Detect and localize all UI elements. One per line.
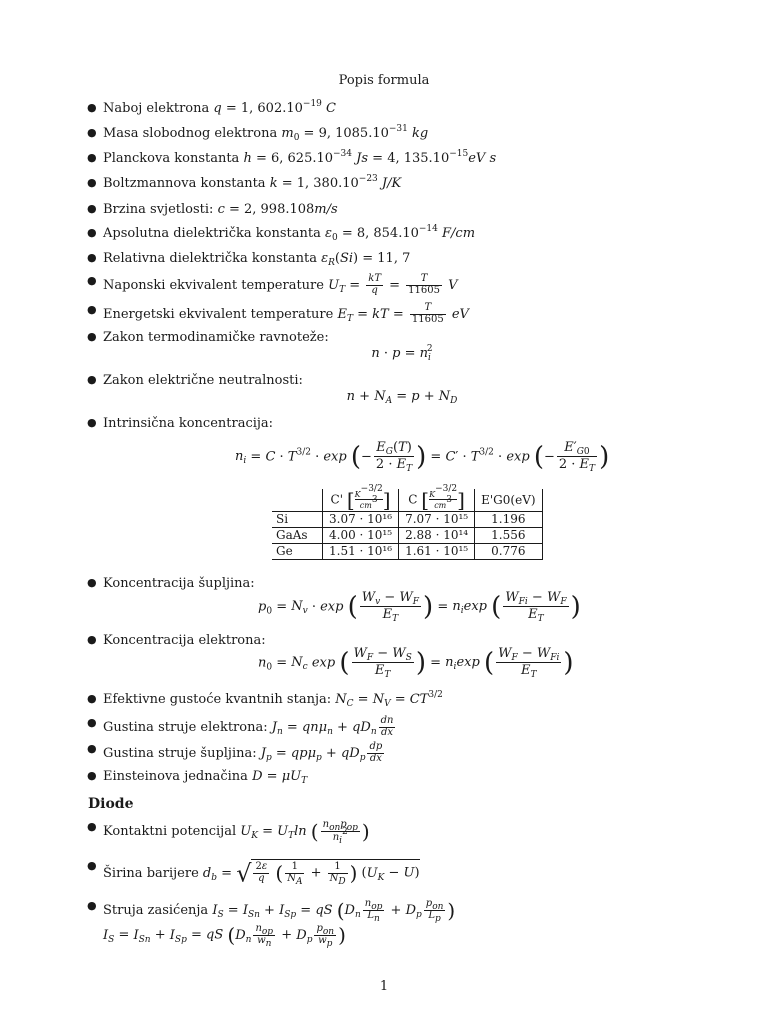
item-label: Planckova konstanta xyxy=(103,151,240,166)
list-item xyxy=(88,742,386,764)
list-item xyxy=(88,330,329,345)
list-item xyxy=(87,898,456,924)
display-equation: $n + N_A = p + N_D$ xyxy=(346,389,458,406)
bullet-icon: ● xyxy=(87,416,97,429)
table-header: C [ $\frac{K^{-3/2}}{cm^3}$ ] xyxy=(399,489,475,511)
bullet-icon: ● xyxy=(87,303,97,316)
item-label: Relativna dielektrička konstanta xyxy=(103,251,317,266)
bullet-icon: ● xyxy=(87,820,97,833)
item-label: Boltzmannova konstanta xyxy=(103,176,266,191)
list-item xyxy=(88,176,401,191)
bullet-icon: ● xyxy=(87,769,97,782)
bullet-icon: ● xyxy=(87,126,97,139)
item-label: Masa slobodnog elektrona xyxy=(103,126,278,141)
item-label: Koncentracija elektrona: xyxy=(103,633,266,648)
table-row: Ge 1.51 · 10¹⁶ 1.61 · 10¹⁵ 0.776 xyxy=(272,543,542,559)
formula: $U_K = U_T\ln$ ( $\frac{n_{on}p_{op}}{n_i^2}$ ) xyxy=(240,819,370,846)
formula: $J_p = qp\mu_p + qD_p$ $\frac{dp}{dx}$ xyxy=(260,741,383,764)
bullet-icon: ● xyxy=(87,330,97,343)
list-item xyxy=(88,373,303,388)
formula: k = 1, $380.10^{-23}$ J/K xyxy=(269,174,402,191)
bullet-icon: ● xyxy=(87,899,97,912)
formula: $\varepsilon_0 = 8$, $854.10^{-14}$ F/cm xyxy=(324,224,476,243)
list-item xyxy=(88,226,475,241)
formula: $E_T$ = kT = $\frac{T}{11605}$ eV xyxy=(337,302,469,325)
item-label: Gustina struje šupljina: xyxy=(103,745,257,761)
list-item xyxy=(88,633,266,648)
item-label: Zakon termodinamičke ravnoteže: xyxy=(103,330,329,345)
bullet-icon: ● xyxy=(87,176,97,189)
bullet-icon: ● xyxy=(87,202,97,215)
bullet-icon: ● xyxy=(87,373,97,386)
formula: h = 6, $625.10^{-34}$ Js = 4, $135.10^{-15}eV$ s xyxy=(243,149,497,166)
formula: $N_C = N_V = CT^{3/2}$ xyxy=(335,690,443,709)
item-label: Einsteinova jednačina xyxy=(103,769,248,784)
list-item xyxy=(88,151,496,166)
formula: $I_S = I_{Sn} + I_{Sp}$ = qS ($D_n$ $\frac{n_{op}}{L_n}$ + $D_p$ $\frac{p_{on}}{L_p}$ ) xyxy=(212,898,456,924)
list-item xyxy=(88,303,469,325)
list-item xyxy=(88,126,428,141)
display-equation: $p_0 = N_v \cdot \exp$ ( $\frac{W_v - W_F}{E_T}$ ) = $n_i\exp$ ( $\frac{W_{Fi} - W_F}{E_T}$ ) xyxy=(258,590,581,625)
formula: $\varepsilon_R(Si) = 11$, 7 xyxy=(321,251,411,268)
list-item xyxy=(88,859,420,887)
item-label: Apsolutna dielektrička konstanta xyxy=(103,226,321,241)
item-label: Naponski ekvivalent temperature xyxy=(103,277,324,293)
item-label: Intrinsična koncentracija: xyxy=(103,416,274,431)
bullet-icon: ● xyxy=(87,859,97,872)
table-row: GaAs 4.00 · 10¹⁵ 2.88 · 10¹⁴ 1.556 xyxy=(272,527,542,543)
table-row: Si 3.07 · 10¹⁶ 7.07 · 10¹⁵ 1.196 xyxy=(272,511,542,527)
item-label: Koncentracija šupljina: xyxy=(103,576,255,591)
data-table xyxy=(272,484,543,560)
list-item xyxy=(88,769,307,784)
formula: $J_n = qn\mu_n + qD_n$ $\frac{dn}{dx}$ xyxy=(271,715,394,738)
item-label: Naboj elektrona xyxy=(103,101,210,116)
list-item xyxy=(88,101,336,116)
list-item xyxy=(87,819,370,846)
item-label: Struja zasićenja xyxy=(103,902,209,918)
bullet-icon: ● xyxy=(87,633,97,646)
item-label: Zakon električne neutralnosti: xyxy=(103,373,303,388)
formula: $I_S = I_{Sn} + I_{Sp}$ = qS ($D_n$ $\frac{n_{op}}{w_n}$ + $D_p$ $\frac{p_{on}}{w_p}$ ) xyxy=(103,923,346,949)
bullet-icon: ● xyxy=(87,274,97,287)
bullet-icon: ● xyxy=(87,576,97,589)
page-title: Popis formula xyxy=(338,73,430,88)
bullet-icon: ● xyxy=(87,716,97,729)
list-item xyxy=(88,692,443,707)
bullet-icon: ● xyxy=(87,101,97,114)
display-equation: $n_0 = N_c$ exp ( $\frac{W_F - W_S}{E_T}$ ) = $n_i\exp$ ( $\frac{W_F - W_{Fi}}{E_T}$ ) xyxy=(258,646,574,681)
formula: $m_0 = 9$, $1085.10^{-31}$ kg xyxy=(281,124,429,143)
list-item xyxy=(88,576,255,591)
item-label: Brzina svjetlosti: xyxy=(103,202,214,217)
formula: $D = \mu U_T$ xyxy=(252,769,308,786)
formula: $U_T$ = $\frac{kT}{q}$ = $\frac{T}{11605}$ V xyxy=(328,273,458,296)
formula: c = 2, 998.108m/s xyxy=(217,202,338,217)
display-equation: $n_i = C \cdot T^{3/2} \cdot \exp$ (− $\frac{E_G(T)}{2 \cdot E_T}$ ) = $C' \cdot T^{3/2} \cdot \exp$ (− $\frac{E'_{G0}}{2 \cdot E_T}$ ) xyxy=(235,440,610,475)
list-item xyxy=(88,716,397,738)
bullet-icon: ● xyxy=(87,226,97,239)
formula: q = 1, $602.10^{-19}$ C xyxy=(213,99,336,116)
list-item xyxy=(88,416,273,431)
item-label: Gustina struje elektrona: xyxy=(103,719,268,735)
list-item xyxy=(88,202,338,217)
item-label: Kontaktni potencijal xyxy=(103,824,237,839)
list-item xyxy=(88,251,410,266)
bullet-icon: ● xyxy=(87,692,97,705)
table-header: E'G0(eV) xyxy=(475,489,542,511)
item-label: Širina barijere xyxy=(103,865,199,881)
bullet-icon: ● xyxy=(87,742,97,755)
formula: $d_b$ = √ $\frac{2\varepsilon}{q}$ ( $\frac{1}{N_A}$ + $\frac{1}{N_D}$ ) $(U_K - U)$ xyxy=(202,859,420,887)
table-header: C' [ $\frac{K^{-3/2}}{cm^3}$ ] xyxy=(323,489,399,511)
display-equation: $n \cdot p = n_i^2$ xyxy=(371,344,433,363)
section-heading: Diode xyxy=(88,796,134,812)
bullet-icon: ● xyxy=(87,251,97,264)
page-number: 1 xyxy=(379,979,389,994)
item-label: Energetski ekvivalent temperature xyxy=(103,306,334,322)
item-label: Efektivne gustoće kvantnih stanja: xyxy=(103,692,332,707)
bullet-icon: ● xyxy=(87,151,97,164)
list-item xyxy=(88,274,458,296)
